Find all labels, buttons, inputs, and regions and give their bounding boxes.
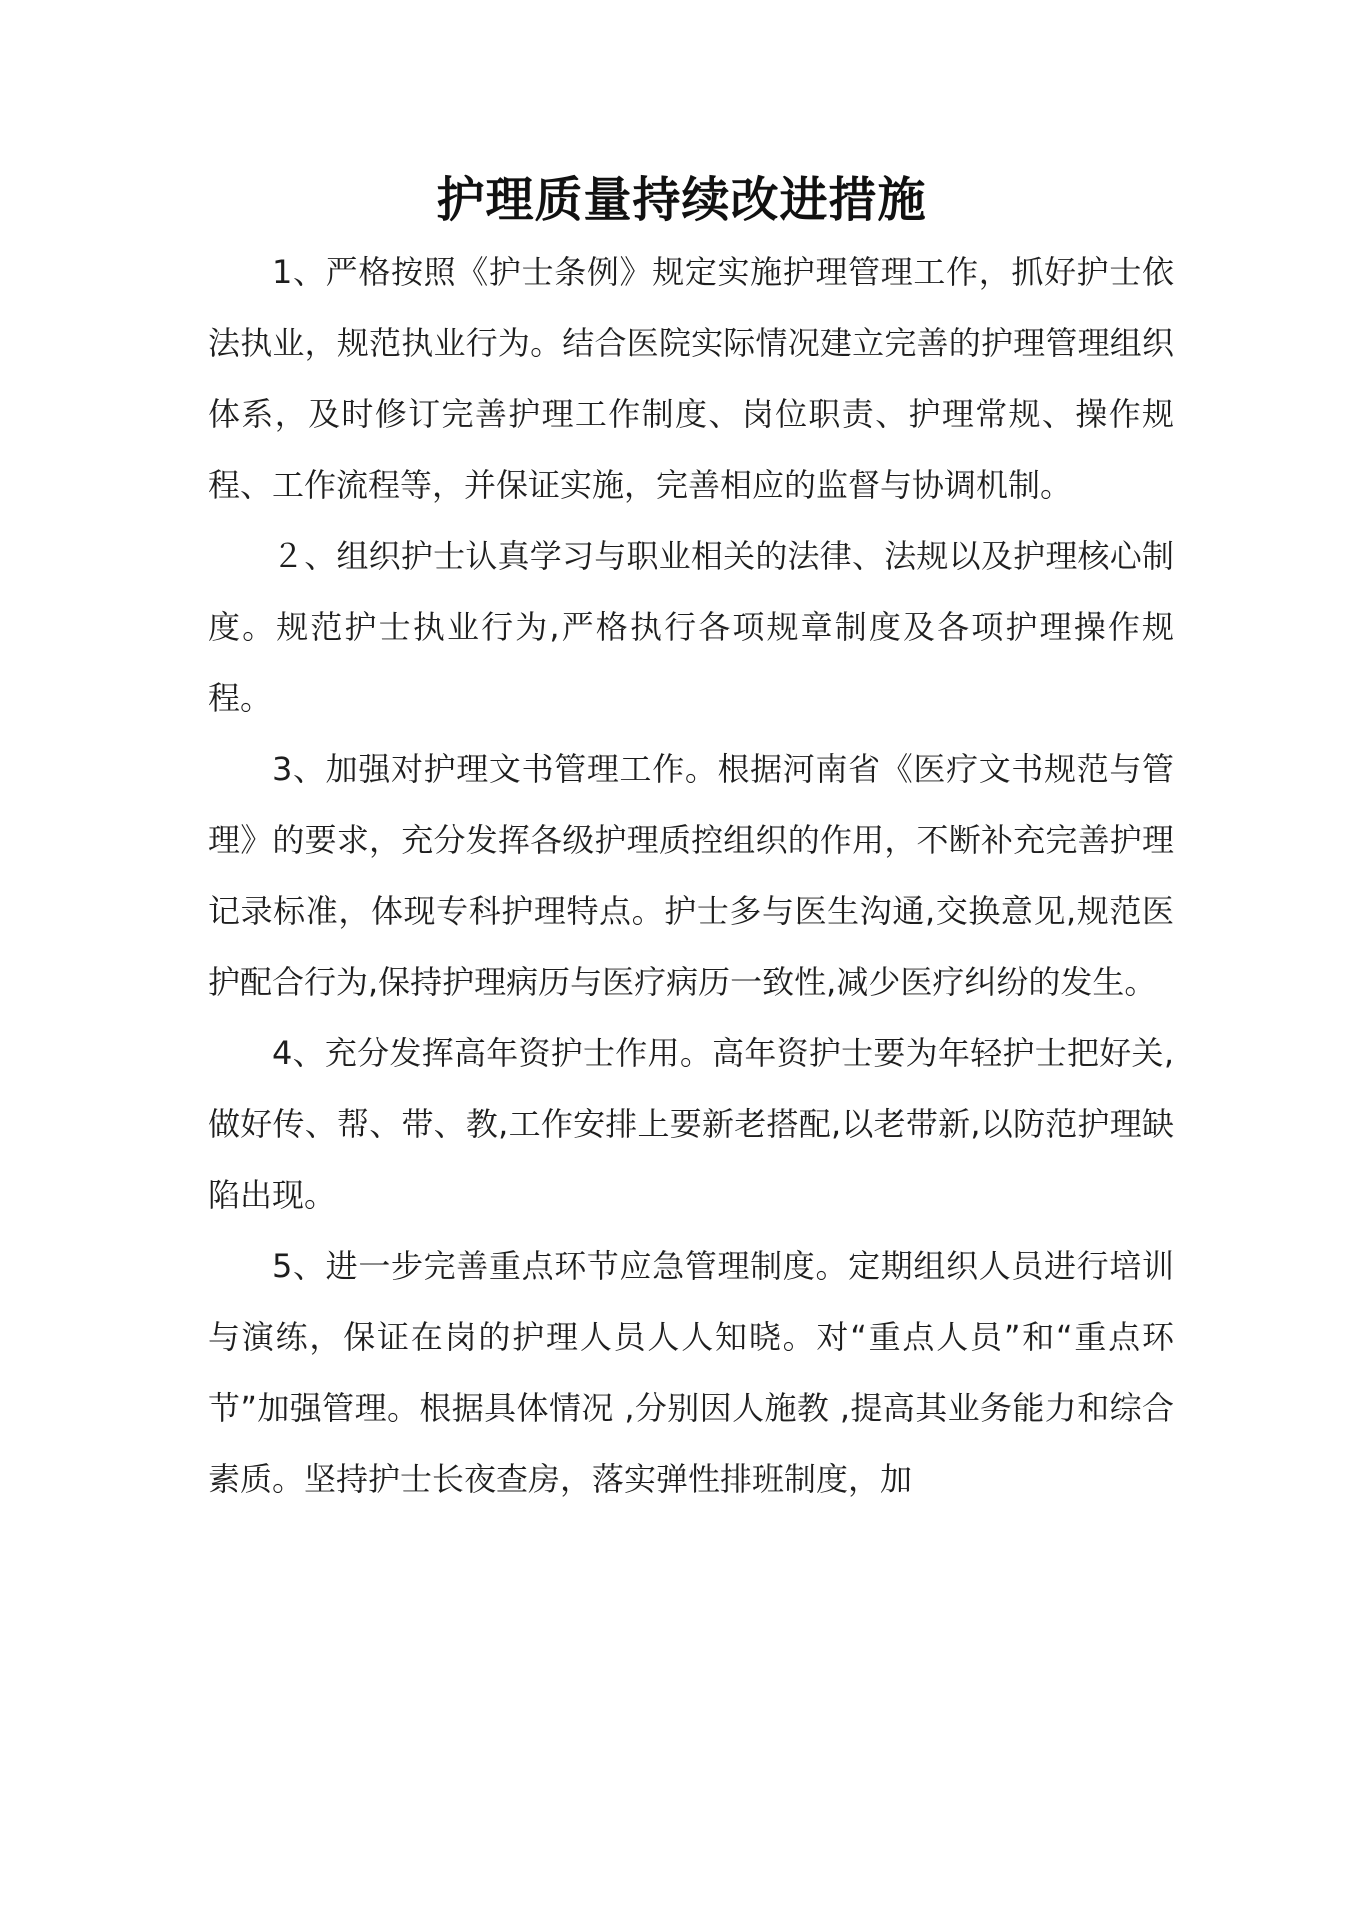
paragraph-4: 4、充分发挥高年资护士作用。高年资护士要为年轻护士把好关,做好传、帮、带、教,工作安排上要新老搭配,以老带新,以防范护理缺陷出现。 bbox=[208, 1034, 1174, 1214]
paragraph-1: 1、严格按照《护士条例》规定实施护理管理工作，抓好护士依法执业，规范执业行为。结合医院实际情况建立完善的护理管理组织体系，及时修订完善护理工作制度、岗位职责、护理常规、操作规程、工作流程等，并保证实施，完善相应的监督与协调机制。 bbox=[208, 253, 1174, 504]
paragraph-3: 3、加强对护理文书管理工作。根据河南省《医疗文书规范与管理》的要求，充分发挥各级护理质控组织的作用，不断补充完善护理记录标准，体现专科护理特点。护士多与医生沟通,交换意见,规范医护配合行为,保持护理病历与医疗病历一致性,减少医疗纠纷的发生。 bbox=[208, 750, 1174, 1001]
document-body bbox=[208, 237, 1174, 1515]
paragraph-2: ２、组织护士认真学习与职业相关的法律、法规以及护理核心制度。规范护士执业行为,严格执行各项规章制度及各项护理操作规程。 bbox=[208, 537, 1174, 717]
paragraph-5: 5、进一步完善重点环节应急管理制度。定期组织人员进行培训与演练，保证在岗的护理人员人人知晓。对“重点人员”和“重点环节”加强管理。根据具体情况 ,分别因人施教 ,提高其业务能力和综合素质。坚持护士长夜查房，落实弹性排班制度，加 bbox=[208, 1247, 1174, 1498]
document-title: 护理质量持续改进措施 bbox=[436, 172, 927, 229]
